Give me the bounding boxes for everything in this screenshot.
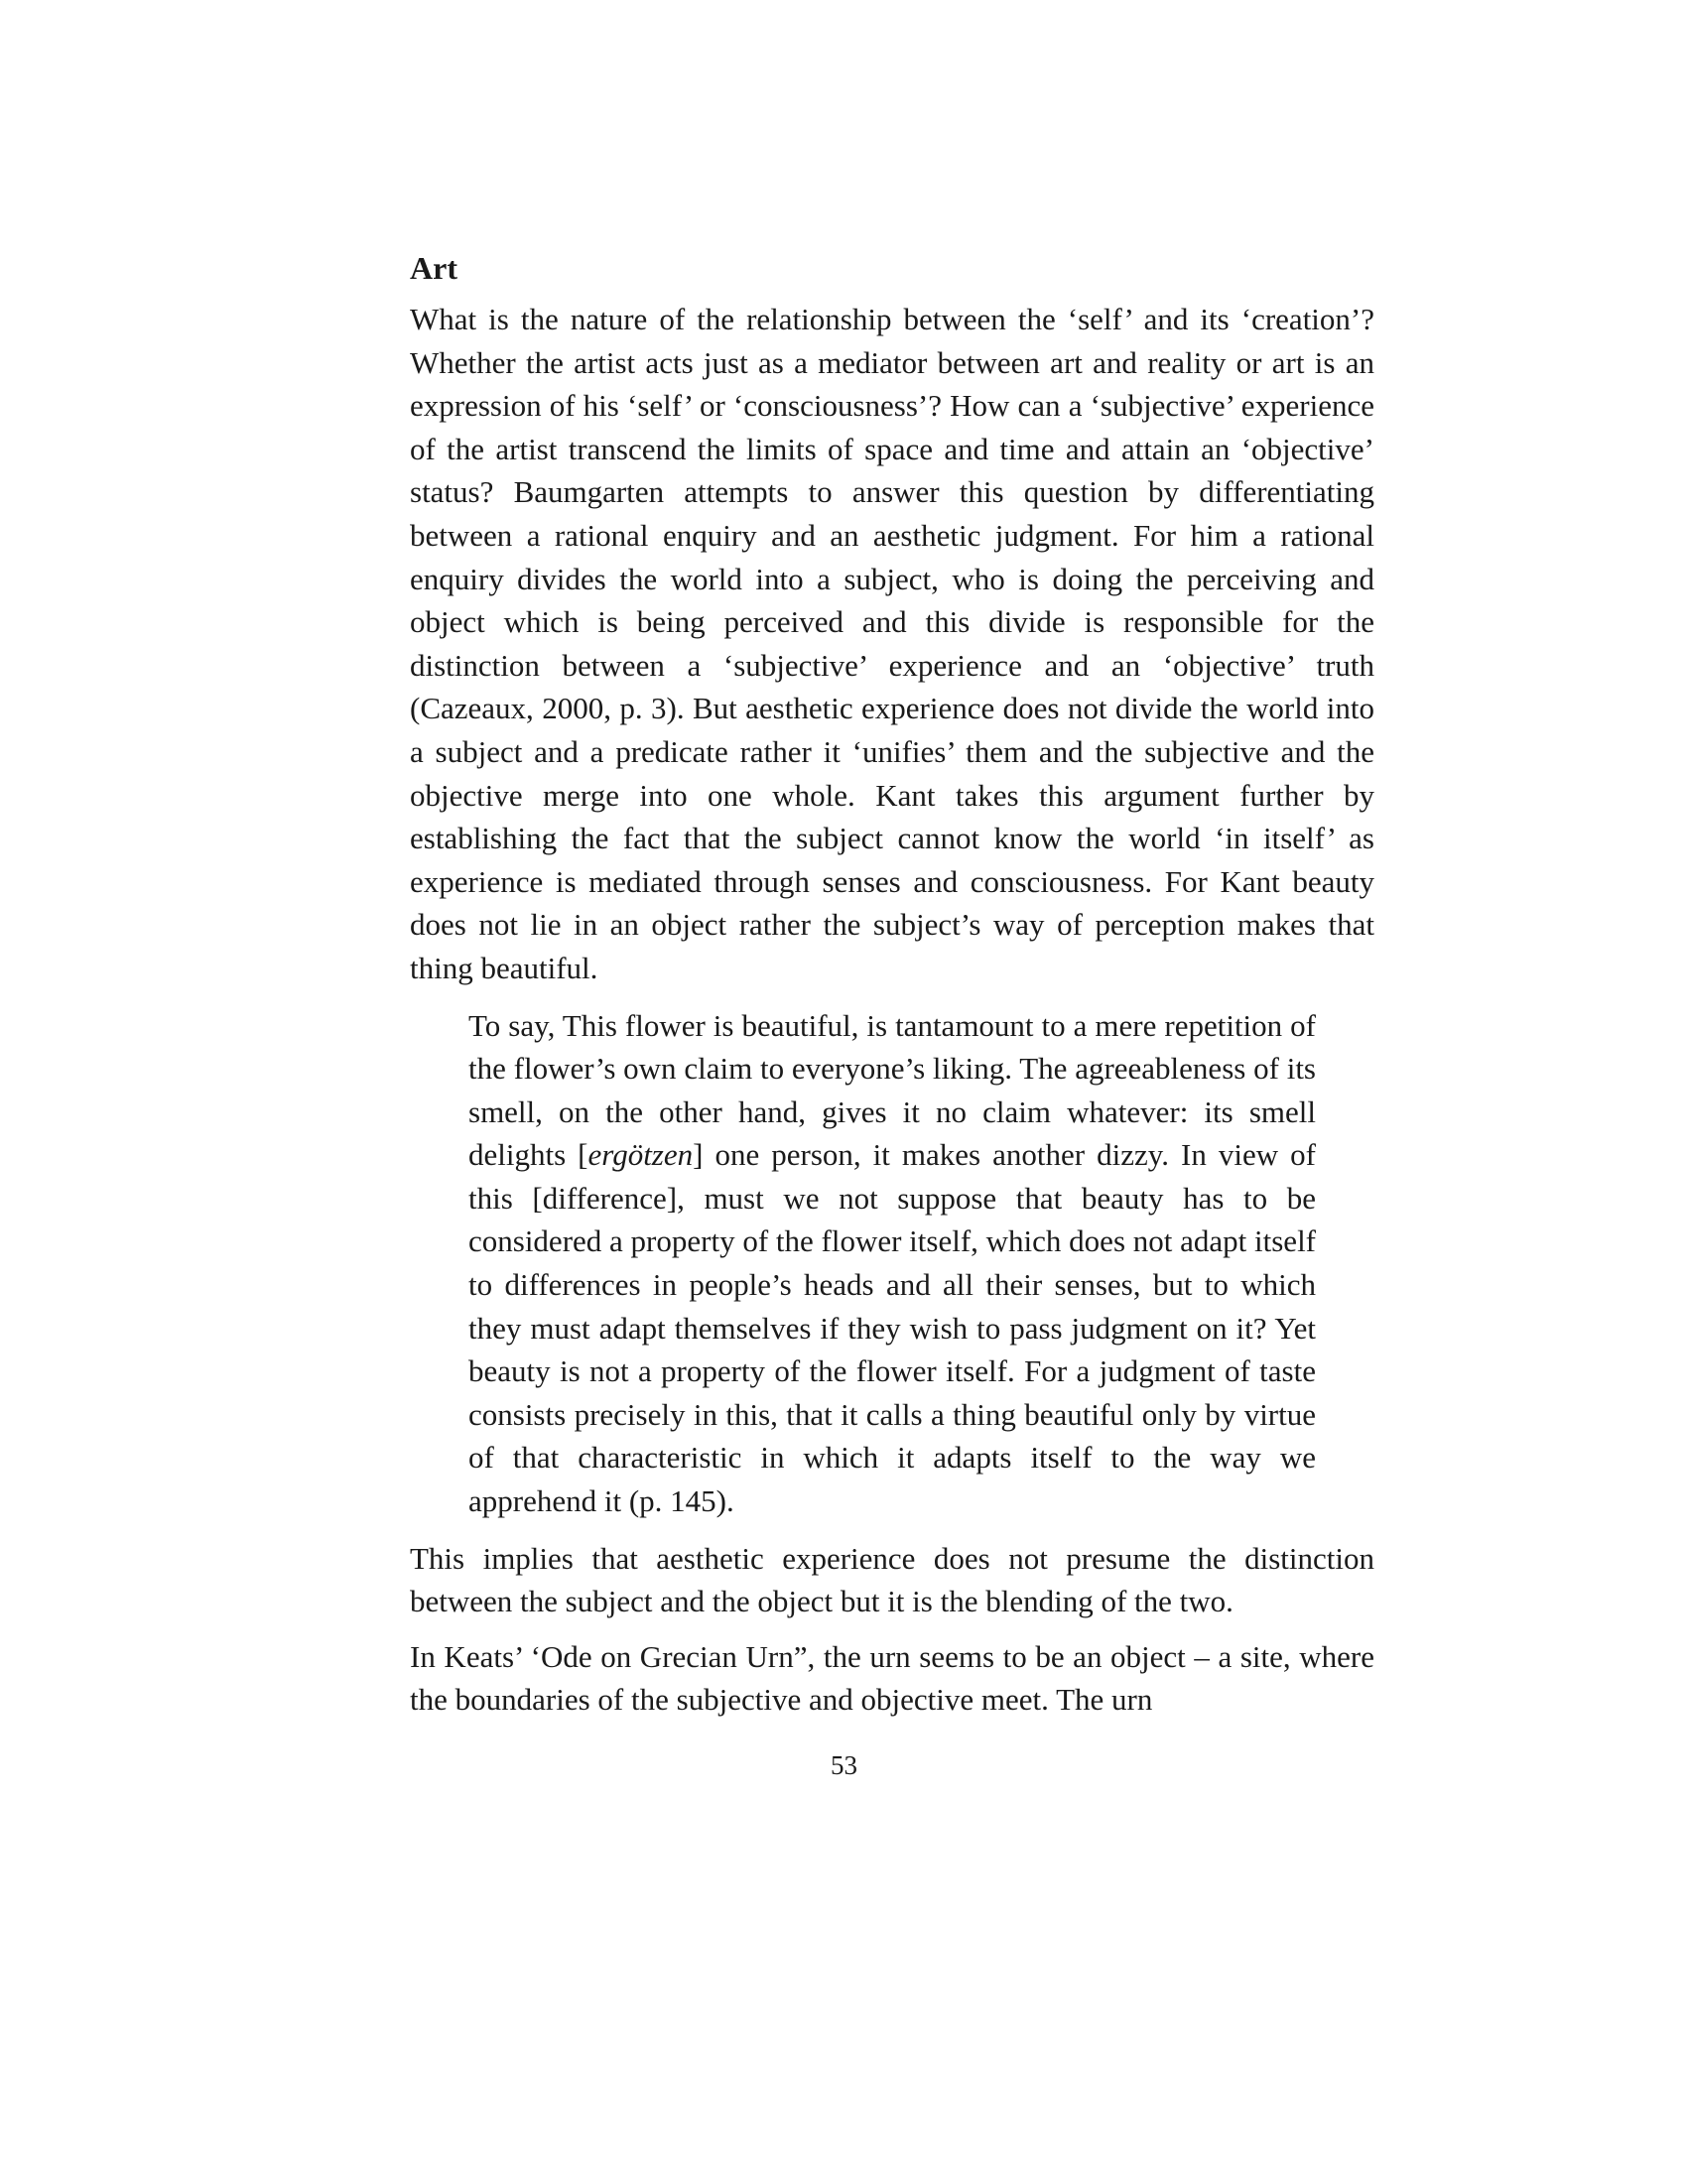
quote-text-start: To say, This flower is beautiful, is tantamount to a mere repetition of the flower’s own claim to everyone’s liking. The agreeableness of its smell, on the other hand, gives it no claim whatever: its smell delights [ [468, 1007, 1316, 1173]
body-paragraph-3: In Keats’ ‘Ode on Grecian Urn”, the urn seems to be an object – a site, where the boundaries of the subjective and objective meet. The urn [410, 1638, 1374, 1718]
section-heading: Art [410, 250, 457, 286]
block-quote [468, 1004, 1316, 1523]
body-paragraph-2: This implies that aesthetic experience does not presume the distinction between the subject and the object but it is the blending of the two. [410, 1540, 1374, 1619]
quote-italic-term: ergötzen [587, 1137, 694, 1173]
quote-text-end: ] one person, it makes another dizzy. In view of this [difference], must we not suppose that beauty has to be considered a property of the flower itself, which does not adapt itself to differences in people’s heads and all their senses, but to which they must adapt themselves if they wish to pass judgment on it? Yet beauty is not a property of the flower itself. For a judgment of taste consists precisely in this, that it calls a thing beautiful only by virtue of that characteristic in which it adapts itself to the way we apprehend it (p. 145). [468, 1137, 1316, 1519]
body-paragraph-1: What is the nature of the relationship between the ‘self’ and its ‘creation’? Whether the artist acts just as a mediator between art and reality or art is an expression of his ‘self’ or ‘consciousness’? How can a ‘subjective’ experience of the artist transcend the limits of space and time and attain an ‘objective’ status? Baumgarten attempts to answer this question by differentiating between a rational enquiry and an aesthetic judgment. For him a rational enquiry divides the world into a subject, who is doing the perceiving and object which is being perceived and this divide is responsible for the distinction between a ‘subjective’ experience and an ‘objective’ truth (Cazeaux, 2000, p. 3). But aesthetic experience does not divide the world into a subject and a predicate rather it ‘unifies’ them and the subjective and the objective merge into one whole. Kant takes this argument further by establishing the fact that the subject cannot know the world ‘in itself’ as experience is mediated through senses and consciousness. For Kant beauty does not lie in an object rather the subject’s way of perception makes that thing beautiful. [410, 302, 1374, 985]
page-body [410, 238, 1374, 1722]
page-number: 53 [831, 1750, 857, 1780]
